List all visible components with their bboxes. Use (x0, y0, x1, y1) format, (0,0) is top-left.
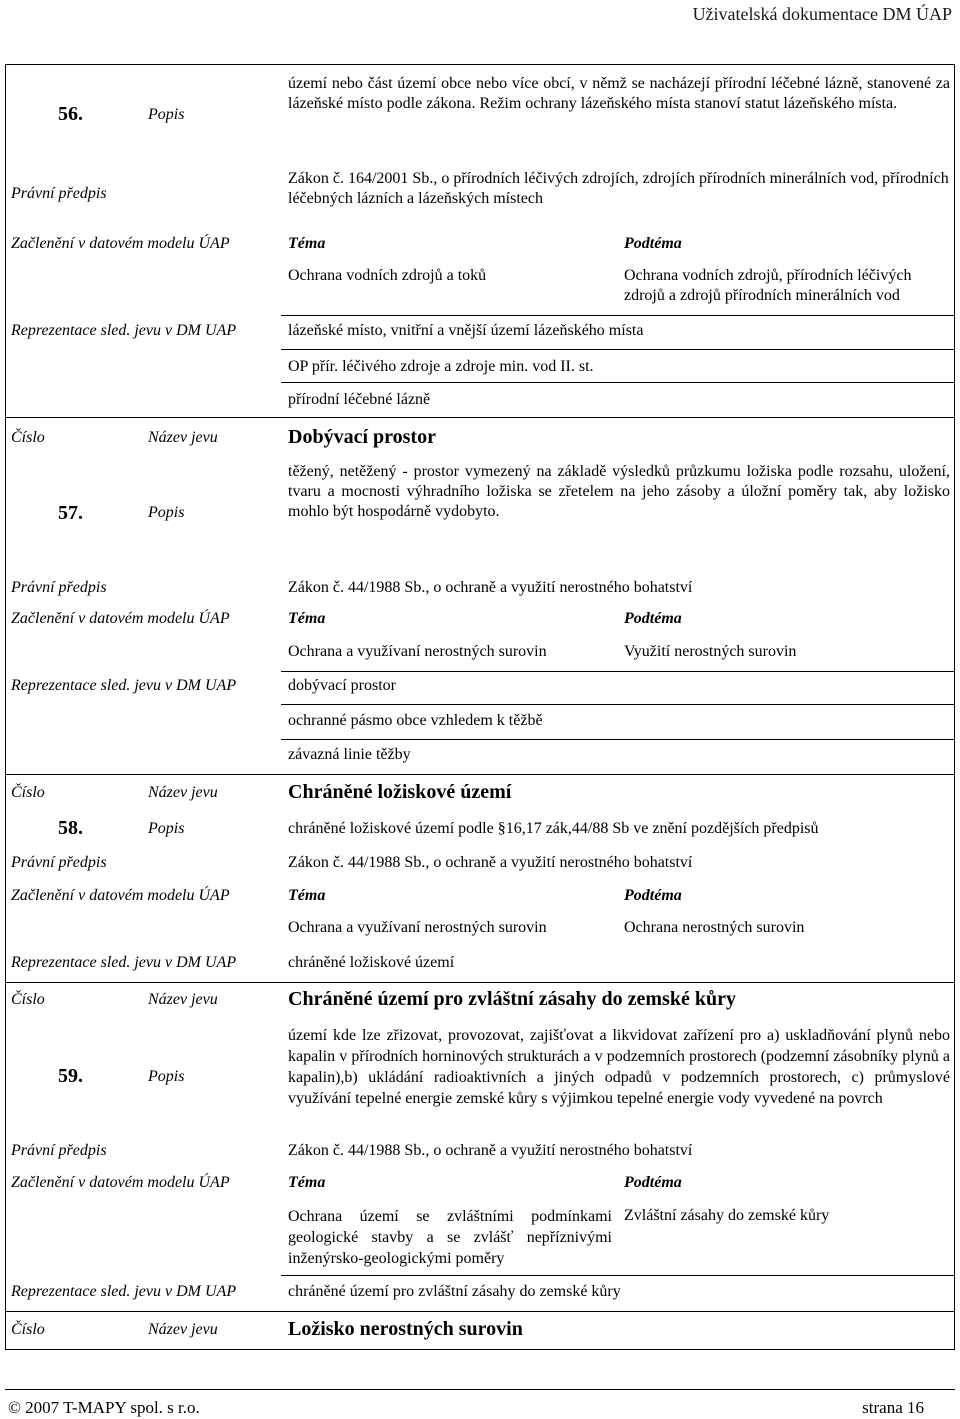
representation-item: ochranné pásmo obce vzhledem k těžbě (288, 712, 543, 729)
entry-description: chráněné ložiskové území podle §16,17 zák,44/88 Sb ve znění pozdějších předpisů (288, 820, 819, 837)
popis-label: Popis (148, 504, 185, 521)
row-divider (281, 739, 955, 740)
representation-item: chráněné ložiskové území (288, 954, 455, 971)
reprezentace-label: Reprezentace sled. jevu v DM UAP (11, 322, 237, 339)
tema-value: Ochrana a využívaní nerostných surovin (288, 643, 547, 660)
popis-label: Popis (148, 106, 185, 123)
pravni-predpis-label: Právní předpis (11, 854, 107, 871)
representation-item: OP přír. léčivého zdroje a zdroje min. vod II. st. (288, 358, 594, 375)
tema-value: Ochrana území se zvláštními podmínkami geologické stavby a se zvlášť nepříznivými inženýrsko-geologickými poměry (288, 1208, 612, 1267)
tema-header: Téma (288, 1174, 326, 1191)
row-divider (281, 671, 955, 672)
row-divider (5, 774, 955, 775)
pravni-predpis-label: Právní předpis (11, 185, 107, 202)
nazev-jevu-label: Název jevu (148, 429, 218, 446)
entry-number: 57. (58, 502, 83, 524)
tema-value: Ochrana a využívaní nerostných surovin (288, 919, 547, 936)
pravni-predpis-label: Právní předpis (11, 579, 107, 596)
row-divider (5, 982, 955, 983)
document-header-title: Uživatelská dokumentace DM ÚAP (692, 4, 952, 24)
entry-description: území kde lze zřizovat, provozovat, zajišťovat a likvidovat zařízení pro a) uskladňování plynů nebo kapalin v přírodních horninových strukturách a v podzemních prostorech (podzemní zásobníky plynů a kapalin),b) ukládání radioaktivních a jiných odpadů v podzemních prostorech, c) průmyslové využívání tepelné energie zemské kůry s výjimkou tepelné energie vody vyvedené na povrch (288, 1027, 950, 1107)
representation-item: dobývací prostor (288, 677, 396, 694)
zacleneni-label: Začlenění v datovém modelu ÚAP (11, 610, 230, 627)
cislo-label: Číslo (11, 784, 45, 801)
podtema-header: Podtéma (624, 610, 682, 627)
tema-header: Téma (288, 887, 326, 904)
nazev-jevu-label: Název jevu (148, 1321, 218, 1338)
footer-page-number: strana 16 (862, 1398, 924, 1417)
entry-number: 56. (58, 103, 83, 125)
entry-number: 58. (58, 817, 83, 839)
podtema-header: Podtéma (624, 1174, 682, 1191)
row-divider (281, 315, 955, 316)
podtema-value: Ochrana vodních zdrojů, přírodních léčivých zdrojů a zdrojů přírodních minerálních vod (624, 267, 912, 304)
table-right-border (954, 64, 955, 1350)
podtema-header: Podtéma (624, 887, 682, 904)
row-divider (281, 1275, 955, 1276)
entry-number: 59. (58, 1065, 83, 1087)
entry-title: Dobývací prostor (288, 426, 436, 448)
legal-reference: Zákon č. 44/1988 Sb., o ochraně a využití nerostného bohatství (288, 854, 693, 871)
row-divider (5, 417, 955, 418)
cislo-label: Číslo (11, 991, 45, 1008)
entry-description: území nebo část území obce nebo více obcí, v němž se nacházejí přírodní léčebné lázně, stanovené za lázeňské místo podle zákona. Režim ochrany lázeňského místa stanoví statut lázeňského místa. (288, 75, 950, 112)
footer-copyright: © 2007 T-MAPY spol. s r.o. (8, 1398, 200, 1417)
row-divider (5, 1311, 955, 1312)
row-divider (281, 704, 955, 705)
table-left-border (5, 64, 6, 1350)
representation-item: přírodní léčebné lázně (288, 391, 431, 408)
podtema-value: Ochrana nerostných surovin (624, 919, 805, 936)
entry-description: těžený, netěžený - prostor vymezený na základě výsledků průzkumu ložiska podle rozsahu, uložení, tvaru a mocnosti výhradního ložiska se zřetelem na jeho zásoby a úložní poměry tak, aby ložisko mohlo být hospodárně vydobyto. (288, 463, 950, 520)
tema-header: Téma (288, 610, 326, 627)
row-divider (281, 382, 955, 383)
entry-title: Ložisko nerostných surovin (288, 1318, 523, 1340)
legal-reference: Zákon č. 164/2001 Sb., o přírodních léčivých zdrojích, zdrojích přírodních minerálních vod, přírodních léčebných lázních a lázeňských místech (288, 170, 949, 207)
nazev-jevu-label: Název jevu (148, 784, 218, 801)
reprezentace-label: Reprezentace sled. jevu v DM UAP (11, 677, 237, 694)
zacleneni-label: Začlenění v datovém modelu ÚAP (11, 1174, 230, 1191)
tema-value: Ochrana vodních zdrojů a toků (288, 267, 487, 284)
tema-header: Téma (288, 235, 326, 252)
table-top-border (5, 64, 955, 65)
popis-label: Popis (148, 820, 185, 837)
reprezentace-label: Reprezentace sled. jevu v DM UAP (11, 1283, 237, 1300)
entry-title: Chráněné ložiskové území (288, 781, 512, 803)
legal-reference: Zákon č. 44/1988 Sb., o ochraně a využití nerostného bohatství (288, 1142, 693, 1159)
zacleneni-label: Začlenění v datovém modelu ÚAP (11, 235, 230, 252)
podtema-header: Podtéma (624, 235, 682, 252)
representation-item: závazná linie těžby (288, 746, 411, 763)
representation-item: lázeňské místo, vnitřní a vnější území lázeňského místa (288, 322, 644, 339)
row-divider (281, 349, 955, 350)
table-bottom-border (5, 1349, 955, 1350)
cislo-label: Číslo (11, 429, 45, 446)
legal-reference: Zákon č. 44/1988 Sb., o ochraně a využití nerostného bohatství (288, 579, 693, 596)
zacleneni-label: Začlenění v datovém modelu ÚAP (11, 887, 230, 904)
representation-item: chráněné území pro zvláštní zásahy do zemské kůry (288, 1283, 621, 1300)
nazev-jevu-label: Název jevu (148, 991, 218, 1008)
podtema-value: Využití nerostných surovin (624, 643, 797, 660)
reprezentace-label: Reprezentace sled. jevu v DM UAP (11, 954, 237, 971)
cislo-label: Číslo (11, 1321, 45, 1338)
pravni-predpis-label: Právní předpis (11, 1142, 107, 1159)
podtema-value: Zvláštní zásahy do zemské kůry (624, 1207, 830, 1224)
footer-divider (5, 1389, 955, 1390)
popis-label: Popis (148, 1068, 185, 1085)
entry-title: Chráněné území pro zvláštní zásahy do zemské kůry (288, 988, 736, 1010)
